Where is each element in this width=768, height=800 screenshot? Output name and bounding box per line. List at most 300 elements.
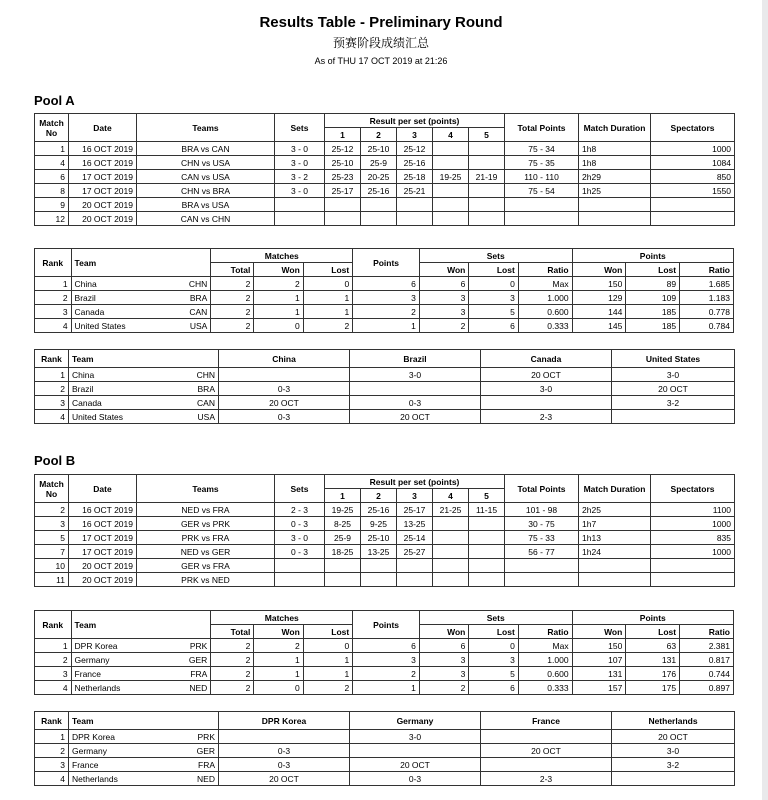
set-score — [433, 142, 469, 156]
standings-row — [35, 639, 734, 653]
set-score: 13-25 — [397, 517, 433, 531]
match-sets — [275, 559, 325, 573]
set-score: 25-9 — [361, 156, 397, 170]
set-score — [325, 559, 361, 573]
won-header: Won — [572, 625, 626, 639]
match-spectators: 1000 — [651, 545, 735, 559]
rank-header: Rank — [35, 712, 69, 730]
rank: 3 — [35, 667, 72, 681]
stat-sr: 0.600 — [518, 667, 572, 681]
set-score — [433, 212, 469, 226]
rank: 2 — [35, 744, 69, 758]
set-score: 25-12 — [397, 142, 433, 156]
match-date: 16 OCT 2019 — [69, 142, 137, 156]
result-cell: 2-3 — [481, 772, 612, 786]
match-row — [35, 184, 735, 198]
set-score — [397, 212, 433, 226]
stat-mt: 2 — [211, 653, 254, 667]
standings-row — [35, 681, 734, 695]
match-row — [35, 503, 735, 517]
match-date: 17 OCT 2019 — [69, 531, 137, 545]
match-teams: BRA vs CAN — [137, 142, 275, 156]
set-score: 25-12 — [325, 142, 361, 156]
rank: 1 — [35, 730, 69, 744]
won-header: Won — [572, 263, 626, 277]
pool-title: Pool B — [34, 453, 76, 468]
sets-header: Sets — [275, 475, 325, 503]
result-cell — [481, 396, 612, 410]
result-cell: 20 OCT — [219, 772, 350, 786]
match-teams: CHN vs USA — [137, 156, 275, 170]
lost-header: Lost — [469, 263, 518, 277]
match-teams: CAN vs USA — [137, 170, 275, 184]
match-no: 6 — [35, 170, 69, 184]
ratio-header: Ratio — [680, 263, 734, 277]
stat-mw: 1 — [254, 653, 303, 667]
match-row — [35, 170, 735, 184]
set-score — [433, 559, 469, 573]
set-score: 25-10 — [361, 531, 397, 545]
set-score — [397, 573, 433, 587]
match-sets: 3 - 0 — [275, 184, 325, 198]
set-score — [469, 184, 505, 198]
stat-sw: 6 — [419, 277, 468, 291]
match-row — [35, 212, 735, 226]
stat-pw: 145 — [572, 319, 626, 333]
team-name: United States — [71, 319, 168, 333]
result-per-set-header: Result per set (points) — [325, 114, 505, 128]
match-date: 17 OCT 2019 — [69, 545, 137, 559]
match-spectators: 1000 — [651, 517, 735, 531]
match-total-points: 110 - 110 — [505, 170, 579, 184]
set-score: 25-10 — [325, 156, 361, 170]
stat-pts: 6 — [353, 277, 420, 291]
match-row — [35, 198, 735, 212]
result-cell — [612, 772, 735, 786]
head-to-head-row — [35, 758, 735, 772]
set-number-header: 1 — [325, 489, 361, 503]
ratio-header: Ratio — [518, 263, 572, 277]
stat-pl: 175 — [626, 681, 680, 695]
match-spectators: 835 — [651, 531, 735, 545]
team-name: China — [72, 369, 95, 380]
stat-pr: 0.744 — [680, 667, 734, 681]
rank: 2 — [35, 653, 72, 667]
match-duration: 2h25 — [579, 503, 651, 517]
lost-header: Lost — [469, 625, 518, 639]
spectators-header: Spectators — [651, 475, 735, 503]
sets-header: Sets — [275, 114, 325, 142]
stat-sr: 1.000 — [518, 291, 572, 305]
result-cell — [219, 730, 350, 744]
set-number-header: 2 — [361, 489, 397, 503]
result-cell: 3-0 — [350, 730, 481, 744]
opponent-header: Brazil — [350, 350, 481, 368]
match-date: 17 OCT 2019 — [69, 170, 137, 184]
result-cell: 2-3 — [481, 410, 612, 424]
match-total-points — [505, 212, 579, 226]
result-cell: 20 OCT — [219, 396, 350, 410]
standings-row — [35, 277, 734, 291]
set-number-header: 3 — [397, 128, 433, 142]
stat-pr: 0.784 — [680, 319, 734, 333]
stat-pr: 0.778 — [680, 305, 734, 319]
stat-pts: 6 — [353, 639, 420, 653]
stat-mt: 2 — [211, 277, 254, 291]
pool-title: Pool A — [34, 93, 75, 108]
match-no: 7 — [35, 545, 69, 559]
stat-sw: 6 — [419, 639, 468, 653]
set-number-header: 3 — [397, 489, 433, 503]
match-duration — [579, 573, 651, 587]
match-no: 3 — [35, 517, 69, 531]
stat-sl: 5 — [469, 305, 518, 319]
match-duration-header: Match Duration — [579, 114, 651, 142]
standings-row — [35, 291, 734, 305]
team-code: USA — [168, 319, 211, 333]
head-to-head-row — [35, 410, 735, 424]
stat-mt: 2 — [211, 319, 254, 333]
set-score: 8-25 — [325, 517, 361, 531]
stat-sr: 1.000 — [518, 653, 572, 667]
stat-mw: 2 — [254, 277, 303, 291]
team-name: Brazil — [71, 291, 168, 305]
match-date: 20 OCT 2019 — [69, 573, 137, 587]
matches-header: Matches — [211, 249, 353, 263]
match-sets: 3 - 0 — [275, 142, 325, 156]
set-number-header: 4 — [433, 128, 469, 142]
match-duration: 1h24 — [579, 545, 651, 559]
stat-pr: 0.897 — [680, 681, 734, 695]
opponent-header: China — [219, 350, 350, 368]
set-score: 25-9 — [325, 531, 361, 545]
result-cell: 0-3 — [219, 410, 350, 424]
opponent-header: Netherlands — [612, 712, 735, 730]
rank: 2 — [35, 382, 69, 396]
match-no-label: Match — [39, 478, 64, 489]
result-cell: 20 OCT — [481, 368, 612, 382]
team-name: DPR Korea — [71, 639, 168, 653]
match-no-label: Match — [39, 117, 64, 128]
set-score — [433, 573, 469, 587]
stat-pts: 2 — [353, 305, 420, 319]
set-score — [433, 517, 469, 531]
points-group-header: Points — [572, 249, 733, 263]
stat-sl: 5 — [469, 667, 518, 681]
set-score: 18-25 — [325, 545, 361, 559]
stat-sw: 3 — [419, 653, 468, 667]
ratio-header: Ratio — [680, 625, 734, 639]
result-cell: 20 OCT — [350, 758, 481, 772]
set-score: 25-21 — [397, 184, 433, 198]
stat-pl: 185 — [626, 319, 680, 333]
team-name: Netherlands — [71, 681, 168, 695]
stat-sl: 6 — [469, 681, 518, 695]
result-cell — [612, 410, 735, 424]
header-row — [35, 611, 734, 625]
match-teams: GER vs PRK — [137, 517, 275, 531]
match-date: 20 OCT 2019 — [69, 198, 137, 212]
team-name: Germany — [71, 653, 168, 667]
stat-sl: 0 — [469, 277, 518, 291]
match-no: 2 — [35, 503, 69, 517]
match-total-points: 75 - 33 — [505, 531, 579, 545]
match-teams: GER vs FRA — [137, 559, 275, 573]
date-header: Date — [69, 114, 137, 142]
page-subtitle: 预赛阶段成绩汇总 — [332, 36, 429, 50]
set-score — [397, 198, 433, 212]
head-to-head-table — [34, 711, 735, 786]
result-cell — [481, 730, 612, 744]
opponent-header: United States — [612, 350, 735, 368]
set-score: 25-16 — [397, 156, 433, 170]
stat-pts: 3 — [353, 653, 420, 667]
rank: 1 — [35, 639, 72, 653]
sets-header: Sets — [419, 611, 572, 625]
stat-mw: 0 — [254, 681, 303, 695]
set-number-header: 4 — [433, 489, 469, 503]
stat-pl: 89 — [626, 277, 680, 291]
match-no: 8 — [35, 184, 69, 198]
total-points-header: Total Points — [505, 475, 579, 503]
team-name: Brazil — [72, 383, 94, 394]
set-score — [361, 573, 397, 587]
stat-sw: 3 — [419, 291, 468, 305]
stat-mt: 2 — [211, 305, 254, 319]
rank-header: Rank — [35, 611, 72, 639]
standings-table — [34, 248, 734, 333]
team-cell — [69, 730, 219, 744]
match-teams: PRK vs FRA — [137, 531, 275, 545]
page-title: Results Table - Preliminary Round — [259, 14, 503, 31]
stat-pr: 1.183 — [680, 291, 734, 305]
match-duration — [579, 212, 651, 226]
set-score: 19-25 — [433, 170, 469, 184]
stat-mt: 2 — [211, 291, 254, 305]
match-duration: 1h13 — [579, 531, 651, 545]
match-date: 17 OCT 2019 — [69, 184, 137, 198]
stat-ml: 1 — [303, 305, 352, 319]
matches-table — [34, 474, 735, 587]
match-sets: 0 - 3 — [275, 545, 325, 559]
match-sets: 3 - 0 — [275, 156, 325, 170]
match-no-header — [35, 475, 69, 503]
match-duration-header: Match Duration — [579, 475, 651, 503]
head-to-head-row — [35, 396, 735, 410]
team-name: France — [72, 759, 99, 770]
match-total-points: 101 - 98 — [505, 503, 579, 517]
won-header: Won — [419, 263, 468, 277]
match-spectators — [651, 573, 735, 587]
rank: 4 — [35, 319, 72, 333]
result-per-set-header: Result per set (points) — [325, 475, 505, 489]
match-duration: 2h29 — [579, 170, 651, 184]
result-cell: 0-3 — [350, 772, 481, 786]
matches-header: Matches — [211, 611, 353, 625]
result-cell: 3-2 — [612, 758, 735, 772]
match-no: 12 — [35, 212, 69, 226]
stat-mw: 2 — [254, 639, 303, 653]
match-duration — [579, 559, 651, 573]
stat-ml: 0 — [303, 639, 352, 653]
match-teams: CAN vs CHN — [137, 212, 275, 226]
stat-mw: 1 — [254, 291, 303, 305]
rank: 2 — [35, 291, 72, 305]
lost-header: Lost — [303, 263, 352, 277]
stat-sw: 3 — [419, 305, 468, 319]
rank: 4 — [35, 410, 69, 424]
match-sets — [275, 198, 325, 212]
points-header: Points — [353, 249, 420, 277]
matches-table — [34, 113, 735, 226]
stat-sw: 2 — [419, 681, 468, 695]
stat-mw: 1 — [254, 667, 303, 681]
match-spectators — [651, 198, 735, 212]
opponent-header: Germany — [350, 712, 481, 730]
match-row — [35, 156, 735, 170]
stat-pts: 1 — [353, 319, 420, 333]
team-cell — [69, 772, 219, 786]
date-header: Date — [69, 475, 137, 503]
stat-pl: 185 — [626, 305, 680, 319]
match-duration — [579, 198, 651, 212]
match-no: 1 — [35, 142, 69, 156]
result-cell — [350, 744, 481, 758]
set-score — [433, 156, 469, 170]
head-to-head-row — [35, 730, 735, 744]
team-code: CAN — [197, 397, 215, 408]
set-score — [433, 184, 469, 198]
stat-pw: 150 — [572, 639, 626, 653]
lost-header: Lost — [303, 625, 352, 639]
match-no: 10 — [35, 559, 69, 573]
result-cell — [219, 368, 350, 382]
set-score — [361, 559, 397, 573]
stat-pts: 1 — [353, 681, 420, 695]
stat-sl: 3 — [469, 291, 518, 305]
stat-pw: 129 — [572, 291, 626, 305]
result-cell: 20 OCT — [350, 410, 481, 424]
team-header: Team — [71, 611, 211, 639]
stat-pr: 2.381 — [680, 639, 734, 653]
total-points-header: Total Points — [505, 114, 579, 142]
result-cell: 0-3 — [219, 382, 350, 396]
set-score — [469, 531, 505, 545]
stat-mt: 2 — [211, 639, 254, 653]
set-score: 25-18 — [397, 170, 433, 184]
team-code: GER — [168, 653, 211, 667]
won-header: Won — [254, 263, 303, 277]
team-name: United States — [72, 411, 124, 422]
set-score — [397, 559, 433, 573]
won-header: Won — [254, 625, 303, 639]
spectators-header: Spectators — [651, 114, 735, 142]
stat-sl: 0 — [469, 639, 518, 653]
set-number-header: 2 — [361, 128, 397, 142]
match-spectators — [651, 212, 735, 226]
team-cell — [69, 410, 219, 424]
match-total-points — [505, 198, 579, 212]
points-group-header: Points — [572, 611, 733, 625]
stat-sw: 2 — [419, 319, 468, 333]
set-score: 19-25 — [325, 503, 361, 517]
sets-header: Sets — [419, 249, 572, 263]
team-code: BRA — [197, 383, 215, 394]
team-cell — [69, 396, 219, 410]
match-row — [35, 531, 735, 545]
stat-pw: 131 — [572, 667, 626, 681]
rank: 1 — [35, 368, 69, 382]
standings-row — [35, 653, 734, 667]
ratio-header: Ratio — [518, 625, 572, 639]
won-header: Won — [419, 625, 468, 639]
match-sets: 2 - 3 — [275, 503, 325, 517]
match-spectators: 850 — [651, 170, 735, 184]
team-code: PRK — [197, 731, 215, 742]
stat-pts: 3 — [353, 291, 420, 305]
set-score — [325, 198, 361, 212]
stat-sr: 0.333 — [518, 681, 572, 695]
set-score: 25-16 — [361, 503, 397, 517]
set-score: 9-25 — [361, 517, 397, 531]
set-score: 25-27 — [397, 545, 433, 559]
match-total-points — [505, 559, 579, 573]
team-code: USA — [197, 411, 215, 422]
result-cell: 3-0 — [481, 382, 612, 396]
result-cell — [481, 758, 612, 772]
result-cell: 0-3 — [219, 758, 350, 772]
stat-sr: 0.600 — [518, 305, 572, 319]
match-teams: NED vs GER — [137, 545, 275, 559]
rank-header: Rank — [35, 350, 69, 368]
rank-header: Rank — [35, 249, 72, 277]
stat-pl: 109 — [626, 291, 680, 305]
match-no: 5 — [35, 531, 69, 545]
as-of-timestamp: As of THU 17 OCT 2019 at 21:26 — [314, 56, 448, 66]
set-score — [469, 142, 505, 156]
result-cell: 3-0 — [350, 368, 481, 382]
match-total-points: 75 - 35 — [505, 156, 579, 170]
match-teams: CHN vs BRA — [137, 184, 275, 198]
rank: 4 — [35, 772, 69, 786]
teams-header: Teams — [137, 475, 275, 503]
match-date: 16 OCT 2019 — [69, 156, 137, 170]
stat-pts: 2 — [353, 667, 420, 681]
match-duration: 1h7 — [579, 517, 651, 531]
match-row — [35, 559, 735, 573]
match-no-label: No — [45, 127, 58, 138]
set-score: 21-19 — [469, 170, 505, 184]
stat-sr: Max — [518, 639, 572, 653]
match-teams: NED vs FRA — [137, 503, 275, 517]
match-date: 20 OCT 2019 — [69, 212, 137, 226]
head-to-head-row — [35, 368, 735, 382]
team-name: Germany — [72, 745, 107, 756]
set-score — [325, 573, 361, 587]
opponent-header: DPR Korea — [219, 712, 350, 730]
set-score — [469, 212, 505, 226]
total-header: Total — [211, 625, 254, 639]
match-sets — [275, 573, 325, 587]
stat-sr: 0.333 — [518, 319, 572, 333]
stat-ml: 2 — [303, 319, 352, 333]
stat-ml: 2 — [303, 681, 352, 695]
stat-mt: 2 — [211, 681, 254, 695]
team-name: France — [71, 667, 168, 681]
set-score — [325, 212, 361, 226]
header-row — [35, 712, 735, 730]
lost-header: Lost — [626, 263, 680, 277]
